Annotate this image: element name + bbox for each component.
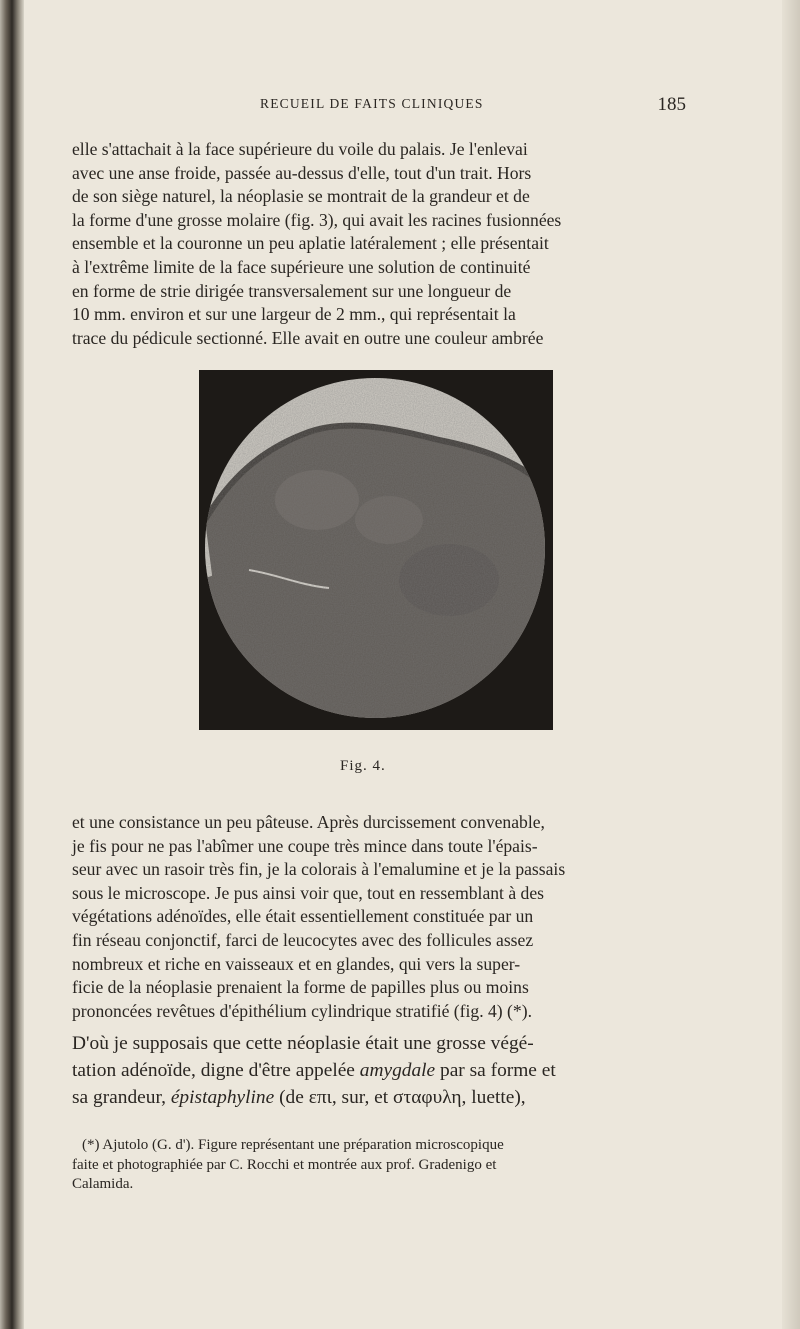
figure-caption: Fig. 4. (340, 758, 386, 774)
text-line: de son siège naturel, la néoplasie se montrait de la grandeur et de (72, 186, 530, 207)
micrograph-figure (199, 370, 553, 730)
footnote-line: (*) Ajutolo (G. d'). Figure représentant une préparation microscopique (82, 1137, 504, 1153)
text-segment: sa grandeur, (72, 1087, 171, 1108)
text-segment: (de επι, sur, et σταφυλη, luette), (274, 1087, 526, 1108)
text-line: elle s'attachait à la face supérieure du voile du palais. Je l'enlevai (72, 139, 528, 159)
text-line: ensemble et la couronne un peu aplatie latéralement ; elle présentait (72, 233, 549, 254)
text-line (72, 1057, 686, 1084)
text-line (72, 1030, 686, 1057)
text-line: en forme de strie dirigée transversalement sur une longueur de (72, 280, 512, 301)
text-line: nombreux et riche en vaisseaux et en glandes, qui vers la super- (72, 953, 521, 974)
footnote-line: faite et photographiée par C. Rocchi et montrée aux prof. Gradenigo et (72, 1156, 497, 1173)
text-line: à l'extrême limite de la face supérieure une solution de continuité (72, 256, 531, 277)
text-line: sous le microscope. Je pus ainsi voir que, tout en ressemblant à des (72, 882, 544, 903)
text-line: la forme d'une grosse molaire (fig. 3), qui avait les racines fusionnées (72, 209, 562, 230)
page-edge (782, 0, 800, 1329)
paragraph-1 (72, 138, 686, 350)
paragraph-2 (72, 811, 686, 1023)
text-line: ficie de la néoplasie prenaient la forme de papilles plus ou moins (72, 977, 529, 998)
text-line: avec une anse froide, passée au-dessus d'elle, tout d'un trait. Hors (72, 162, 532, 183)
text-line: prononcées revêtues d'épithélium cylindrique stratifié (fig. 4) (*). (72, 1000, 532, 1021)
footnote-line: Calamida. (72, 1176, 134, 1193)
text-line: je fis pour ne pas l'abîmer une coupe très mince dans toute l'épais- (72, 835, 538, 856)
running-title: RECUEIL DE FAITS CLINIQUES (260, 96, 484, 111)
italic-term: amygdale (359, 1060, 436, 1081)
footnote (72, 1136, 686, 1195)
page-header (72, 94, 686, 118)
micrograph-image (199, 370, 553, 730)
text-line: végétations adénoïdes, elle était essentiellement constituée par un (72, 906, 534, 927)
text-segment: par sa forme et (435, 1060, 556, 1081)
text-line (72, 1084, 686, 1111)
text-segment: D'où je supposais que cette néoplasie était une grosse végé- (72, 1033, 534, 1054)
text-line: seur avec un rasoir très fin, je la colorais à l'emalumine et je la passais (72, 859, 566, 880)
text-line: et une consistance un peu pâteuse. Après durcissement convenable, (72, 812, 545, 832)
text-segment: tation adénoïde, digne d'être appelée (72, 1060, 360, 1081)
page-number: 185 (657, 94, 686, 115)
text-line: fin réseau conjonctif, farci de leucocytes avec des follicules assez (72, 929, 534, 950)
paragraph-3 (72, 1030, 686, 1111)
text-line: 10 mm. environ et sur une largeur de 2 mm., qui représentait la (72, 304, 516, 325)
italic-term: épistaphyline (170, 1087, 275, 1108)
text-line: trace du pédicule sectionné. Elle avait en outre une couleur ambrée (72, 327, 544, 348)
book-spine-shadow (0, 0, 24, 1329)
